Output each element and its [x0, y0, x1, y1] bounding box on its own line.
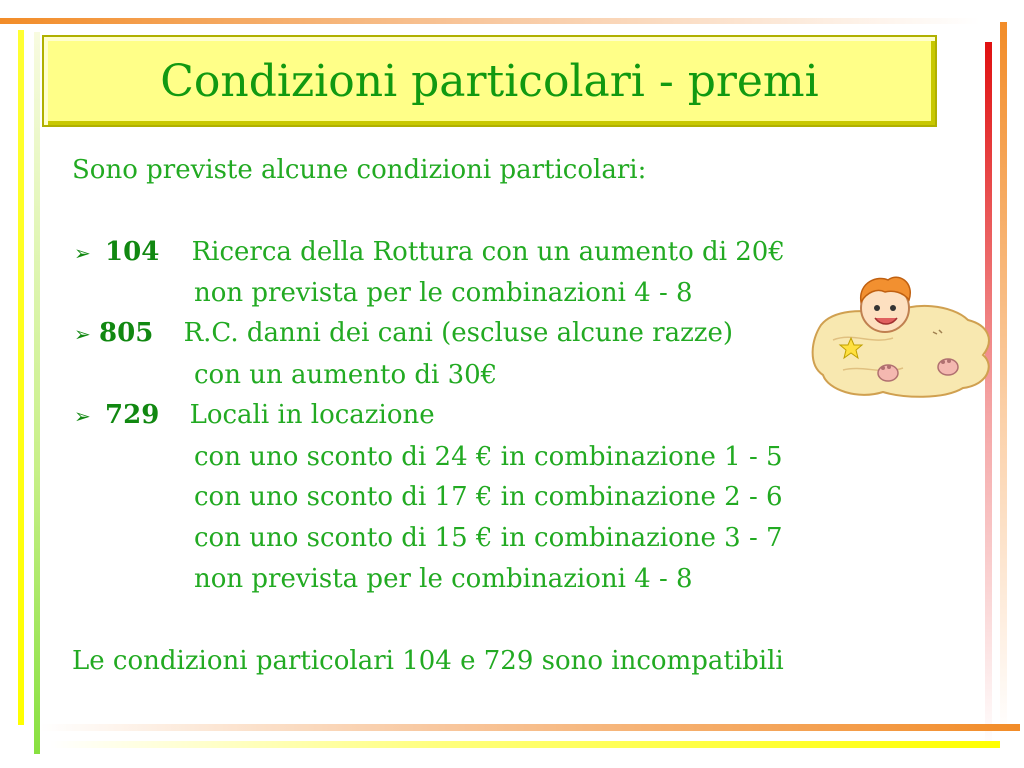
decor-bar-bottom-orange	[40, 724, 1020, 731]
footer-text: Le condizioni particolari 104 e 729 sono incompatibili	[72, 646, 784, 676]
item-description: Locali in locazione	[189, 400, 435, 430]
slide-title: Condizioni particolari - premi	[160, 55, 819, 107]
item-description: Ricerca della Rottura con un aumento di 20€	[191, 237, 785, 267]
item-detail: non prevista per le combinazioni 4 - 8	[194, 278, 693, 308]
decor-bar-bottom-yellow	[50, 741, 1000, 748]
child-buried-in-sand-clipart	[803, 270, 998, 405]
decor-bar-top	[0, 18, 980, 24]
arrowhead-bullet-icon: ➢	[74, 404, 91, 428]
list-item-729	[74, 400, 435, 431]
title-box	[42, 35, 937, 127]
arrowhead-bullet-icon: ➢	[74, 241, 91, 265]
item-code: 729	[105, 400, 160, 430]
item-code: 104	[105, 237, 160, 267]
item-detail: con uno sconto di 15 € in combinazione 3 - 7	[194, 523, 783, 553]
intro-text: Sono previste alcune condizioni particolari:	[72, 155, 647, 185]
list-item-805	[74, 318, 733, 349]
decor-bar-left-yellow	[18, 30, 24, 725]
item-detail: con uno sconto di 24 € in combinazione 1 - 5	[194, 442, 783, 472]
item-code: 805	[99, 318, 154, 348]
item-description: R.C. danni dei cani (escluse alcune razze)	[183, 318, 733, 348]
list-item-104	[74, 237, 785, 268]
arrowhead-bullet-icon: ➢	[74, 322, 91, 346]
item-detail: con uno sconto di 17 € in combinazione 2 - 6	[194, 482, 783, 512]
item-detail: non prevista per le combinazioni 4 - 8	[194, 564, 693, 594]
decor-bar-left-green	[34, 32, 40, 754]
item-detail: con un aumento di 30€	[194, 360, 498, 390]
decor-bar-right-orange	[1000, 22, 1007, 734]
